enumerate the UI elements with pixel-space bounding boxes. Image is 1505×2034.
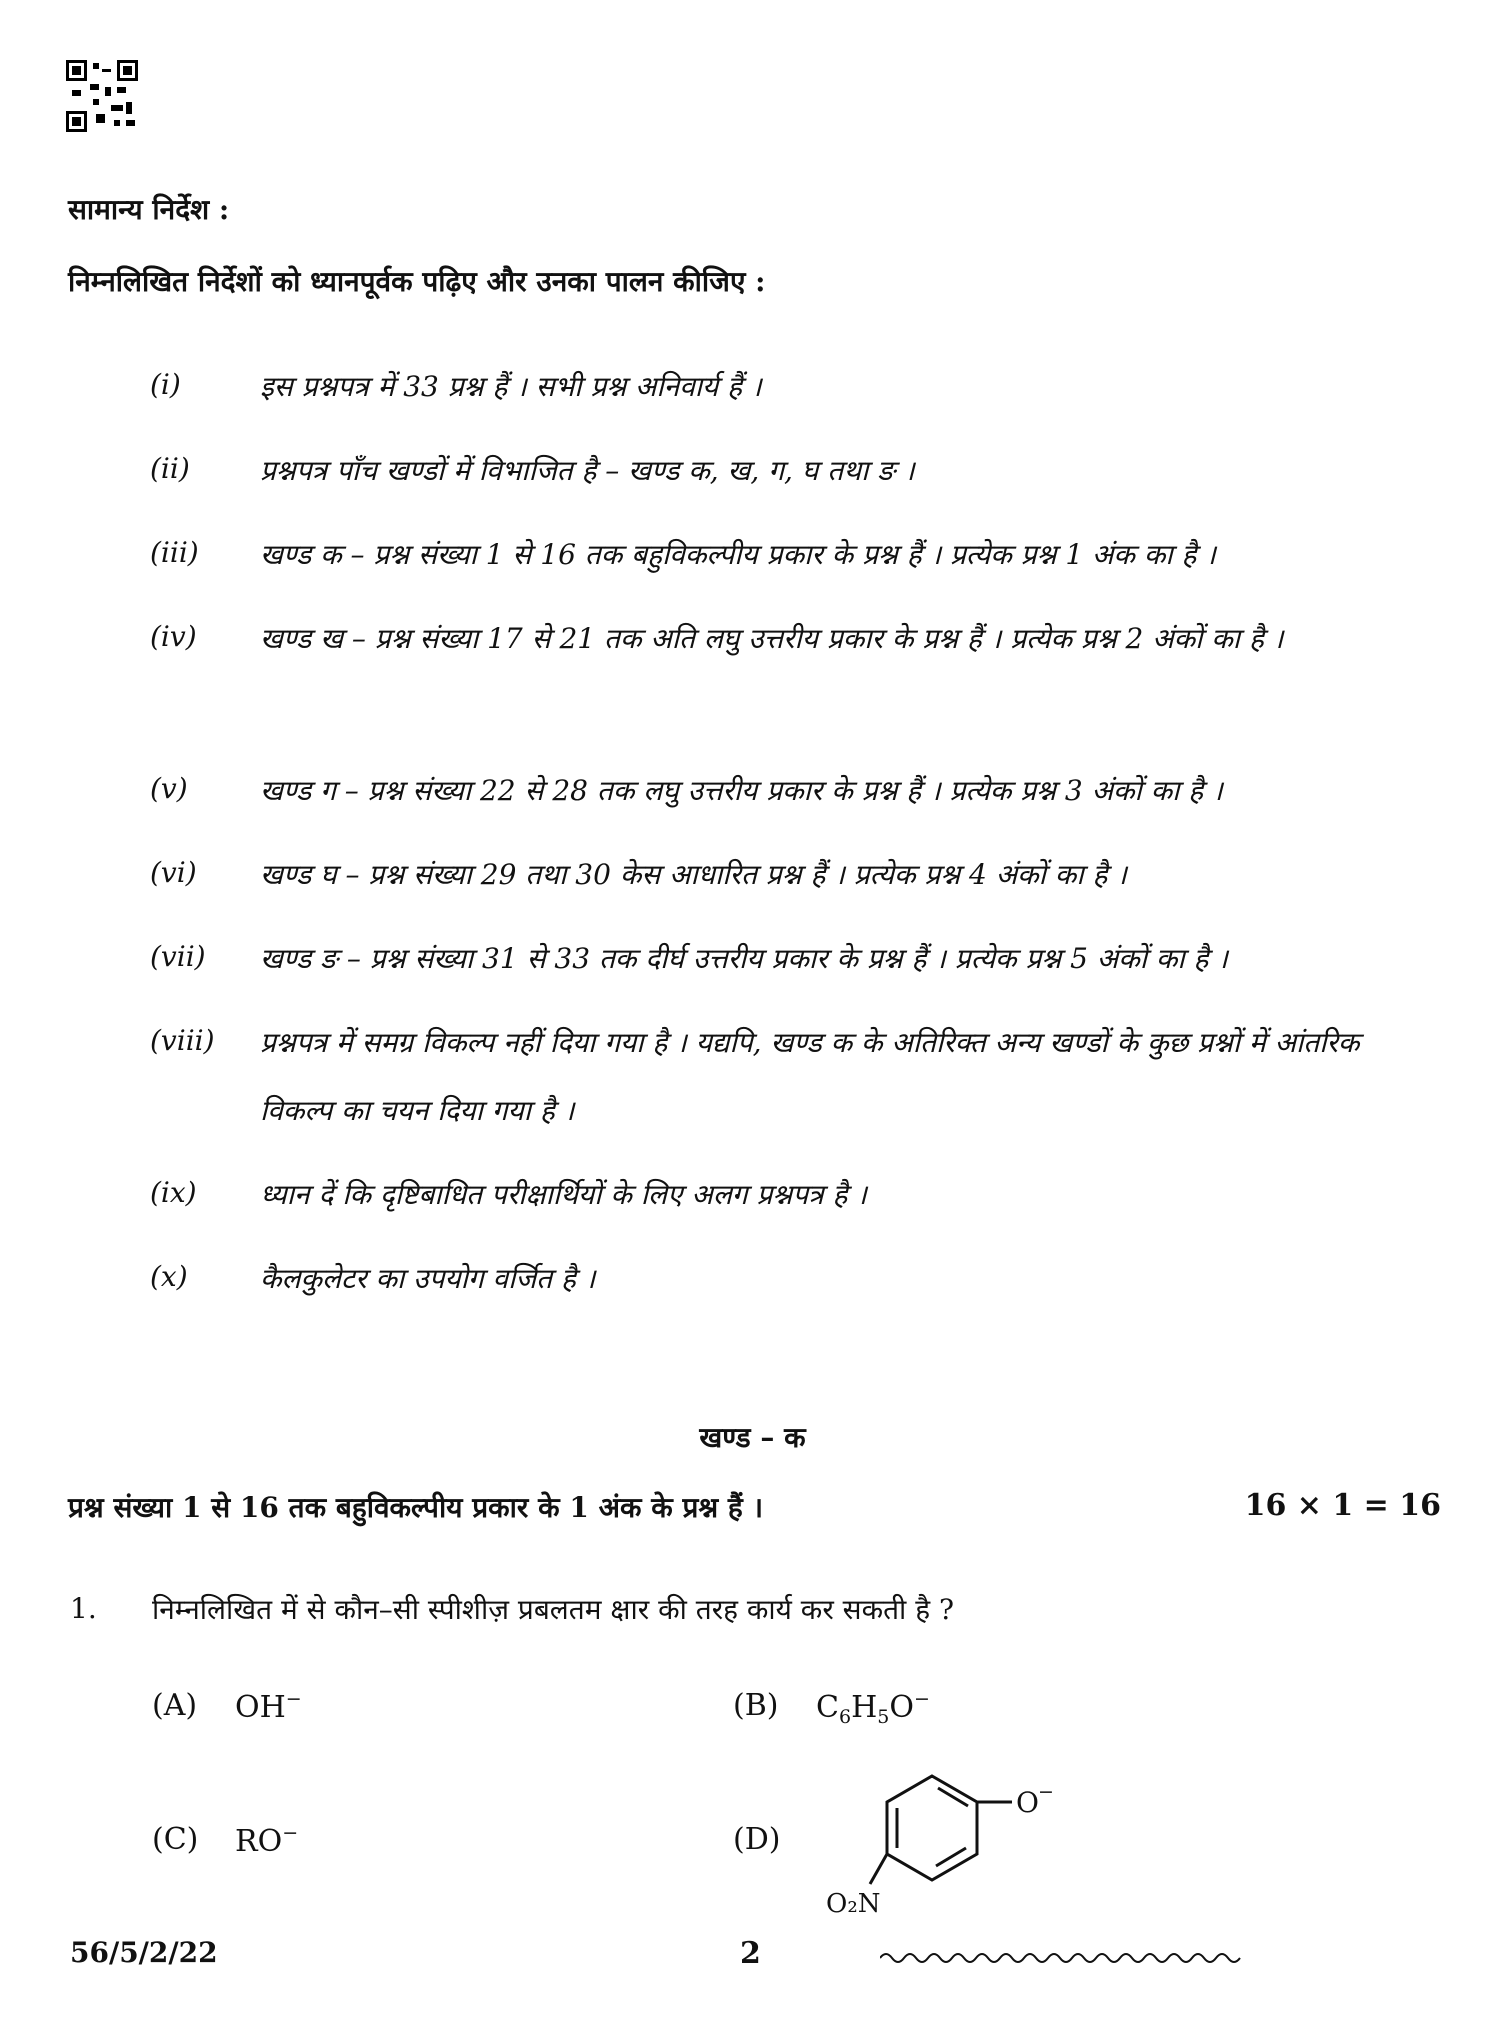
instruction-text: खण्ड ख – प्रश्न संख्या 17 से 21 तक अति लघु उत्तरीय प्रकार के प्रश्न हैं । प्रत्येक प्रश्न 2 अंकों का है । (260, 622, 1284, 655)
section-marks: 16 × 1 = 16 (1244, 1488, 1441, 1523)
oxide-charge: − (1038, 1781, 1054, 1803)
instruction-text: खण्ड ग – प्रश्न संख्या 22 से 28 तक लघु उत्तरीय प्रकार के प्रश्न हैं । प्रत्येक प्रश्न 3 अंकों का है । (260, 774, 1223, 807)
negative-charge: − (282, 1822, 299, 1844)
instruction-number: (ii) (150, 452, 190, 485)
read-instructions-line: निम्नलिखित निर्देशों को ध्यानपूर्वक पढ़िए और उनका पालन कीजिए : (68, 265, 766, 298)
instruction-text: खण्ड ङ – प्रश्न संख्या 31 से 33 तक दीर्घ उत्तरीय प्रकार के प्रश्न हैं । प्रत्येक प्रश्न 5 अंकों का है । (260, 942, 1228, 975)
nitrophenoxide-structure (800, 1760, 1060, 1930)
option-a-label: (A) (152, 1688, 198, 1723)
instruction-number: (i) (150, 368, 181, 401)
wavy-line-decoration (880, 1950, 1250, 1966)
option-c-formula (235, 1822, 298, 1859)
instruction-number: (vi) (150, 856, 197, 889)
instruction-number: (ix) (150, 1176, 197, 1209)
general-instructions-heading: सामान्य निर्देश : (68, 193, 230, 226)
instruction-text: इस प्रश्नपत्र में 33 प्रश्न हैं । सभी प्रश्न अनिवार्य हैं । (260, 370, 762, 403)
instruction-text: प्रश्नपत्र पाँच खण्डों में विभाजित है – खण्ड क, ख, ग, घ तथा ङ । (260, 454, 915, 487)
option-b-label: (B) (733, 1688, 779, 1723)
option-d-label: (D) (733, 1822, 781, 1857)
instruction-number: (vii) (150, 940, 206, 973)
question-number: 1. (70, 1592, 97, 1625)
option-c-label: (C) (152, 1822, 199, 1857)
instruction-text: खण्ड क – प्रश्न संख्या 1 से 16 तक बहुविकल्पीय प्रकार के प्रश्न हैं । प्रत्येक प्रश्न 1 अंक का है । (260, 538, 1216, 571)
instruction-number: (viii) (150, 1024, 215, 1057)
section-title: खण्ड – क (699, 1421, 806, 1454)
option-c-text: RO (235, 1824, 283, 1859)
page-number: 2 (740, 1936, 761, 1971)
instruction-text: ध्यान दें कि दृष्टिबाधित परीक्षार्थियों के लिए अलग प्रश्नपत्र है । (260, 1178, 867, 1211)
instruction-text: कैलकुलेटर का उपयोग वर्जित है । (260, 1262, 596, 1295)
oxide-label: O (1016, 1786, 1039, 1819)
instruction-number: (iii) (150, 536, 199, 569)
nitro-label: O₂N (826, 1889, 881, 1919)
instruction-number: (v) (150, 772, 188, 805)
negative-charge: − (285, 1688, 302, 1710)
instruction-text: प्रश्नपत्र में समग्र विकल्प नहीं दिया गया है । यद्यपि, खण्ड क के अतिरिक्त अन्य खण्डों के कुछ प्रश्नों में आंतरिक विकल्प का चयन दिया गया है । (260, 1026, 1360, 1127)
instruction-number: (x) (150, 1260, 188, 1293)
option-a-formula (235, 1688, 302, 1725)
paper-code: 56/5/2/22 (70, 1936, 218, 1969)
section-subtitle: प्रश्न संख्या 1 से 16 तक बहुविकल्पीय प्रकार के 1 अंक के प्रश्न हैं । (68, 1491, 764, 1524)
option-a-text: OH (235, 1690, 286, 1725)
question-text: निम्नलिखित में से कौन–सी स्पीशीज़ प्रबलतम क्षार की तरह कार्य कर सकती है ? (152, 1593, 954, 1626)
option-b-formula: $C_6H_5O^-$ (816, 1688, 930, 1728)
qr-code (66, 60, 138, 132)
instruction-number: (iv) (150, 620, 197, 653)
instruction-text: खण्ड घ – प्रश्न संख्या 29 तथा 30 केस आधारित प्रश्न हैं । प्रत्येक प्रश्न 4 अंकों का है । (260, 858, 1127, 891)
